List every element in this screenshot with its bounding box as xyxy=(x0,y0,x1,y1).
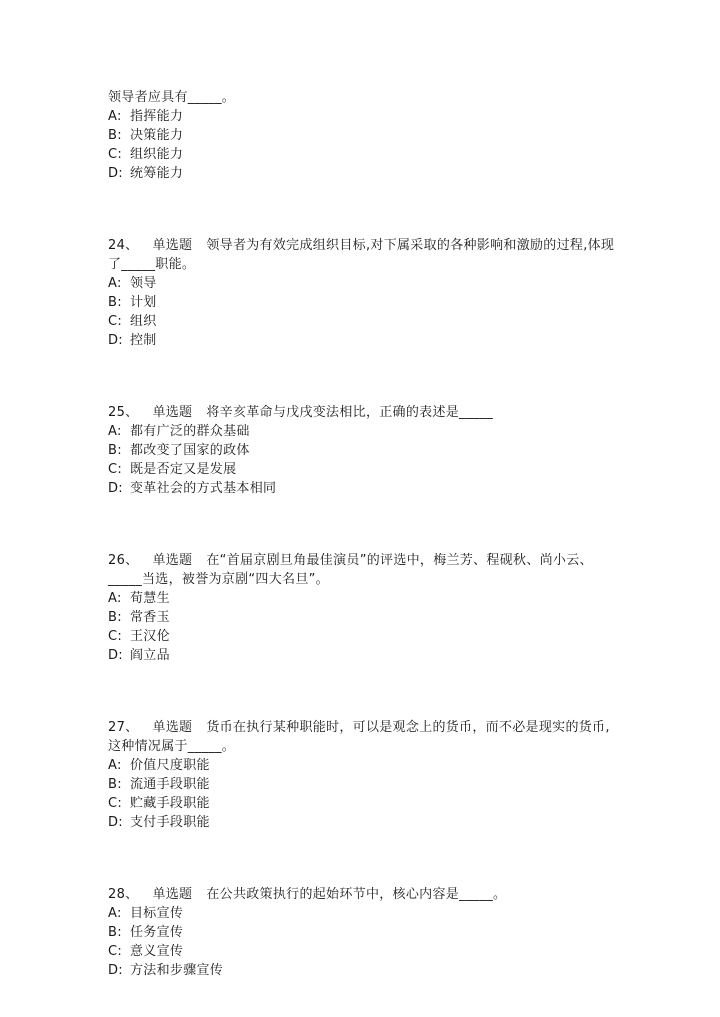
option-text: 常香玉 xyxy=(130,610,170,625)
option-c xyxy=(108,145,618,164)
option-text: 价值尺度职能 xyxy=(130,758,210,773)
option-text: 指挥能力 xyxy=(130,109,184,124)
option-text: 组织 xyxy=(130,314,157,329)
option-d xyxy=(108,646,618,665)
option-b xyxy=(108,608,618,627)
option-letter: B: xyxy=(108,925,122,940)
option-text: 荀慧生 xyxy=(130,591,170,606)
option-list xyxy=(108,422,618,498)
option-text: 既是否定又是发展 xyxy=(130,462,237,477)
question-stem-text: 将辛亥革命与戊戌变法相比，正确的表述是_____ xyxy=(206,405,494,420)
option-list xyxy=(108,904,618,980)
option-text: 方法和步骤宣传 xyxy=(130,963,224,978)
option-text: 阎立品 xyxy=(130,648,170,663)
question-type: 单选题 xyxy=(152,887,193,902)
option-letter: B: xyxy=(108,610,122,625)
question-number: 25、 xyxy=(108,405,139,420)
option-letter: C: xyxy=(108,462,123,477)
question-stem-text: 领导者为有效完成组织目标,对下属采取的各种影响和激励的过程,体现了_____职能。 xyxy=(108,238,615,272)
question-number: 26、 xyxy=(108,553,139,568)
option-c xyxy=(108,627,618,646)
question-stem xyxy=(108,551,618,589)
option-text: 支付手段职能 xyxy=(130,815,210,830)
option-text: 领导 xyxy=(130,276,157,291)
option-letter: D: xyxy=(108,481,123,496)
question-type: 单选题 xyxy=(152,405,193,420)
option-b xyxy=(108,775,618,794)
option-c xyxy=(108,312,618,331)
question-24 xyxy=(108,236,618,350)
option-list xyxy=(108,274,618,350)
option-text: 任务宣传 xyxy=(130,925,184,940)
question-25 xyxy=(108,403,618,498)
option-text: 流通手段职能 xyxy=(130,777,210,792)
option-text: 意义宣传 xyxy=(130,944,184,959)
option-b xyxy=(108,923,618,942)
option-letter: A: xyxy=(108,276,122,291)
option-letter: B: xyxy=(108,295,122,310)
option-letter: C: xyxy=(108,314,123,329)
option-c xyxy=(108,794,618,813)
option-letter: A: xyxy=(108,424,122,439)
question-stem xyxy=(108,88,618,107)
option-a xyxy=(108,589,618,608)
option-text: 变革社会的方式基本相同 xyxy=(130,481,277,496)
question-26 xyxy=(108,551,618,665)
question-stem-text: 在公共政策执行的起始环节中，核心内容是_____。 xyxy=(206,887,507,902)
option-a xyxy=(108,274,618,293)
option-b xyxy=(108,441,618,460)
option-letter: D: xyxy=(108,333,123,348)
option-list xyxy=(108,107,618,183)
question-28 xyxy=(108,885,618,980)
option-b xyxy=(108,293,618,312)
question-stem xyxy=(108,718,618,756)
option-letter: A: xyxy=(108,758,122,773)
question-stem-text: 领导者应具有_____。 xyxy=(108,90,236,105)
option-d xyxy=(108,479,618,498)
option-list xyxy=(108,756,618,832)
option-c xyxy=(108,460,618,479)
option-letter: A: xyxy=(108,591,122,606)
option-letter: C: xyxy=(108,629,123,644)
option-letter: A: xyxy=(108,109,122,124)
option-text: 组织能力 xyxy=(130,147,184,162)
option-a xyxy=(108,422,618,441)
option-letter: B: xyxy=(108,443,122,458)
option-list xyxy=(108,589,618,665)
option-letter: C: xyxy=(108,944,123,959)
option-text: 统筹能力 xyxy=(130,166,184,181)
option-letter: D: xyxy=(108,648,123,663)
option-text: 决策能力 xyxy=(130,128,184,143)
question-stem xyxy=(108,403,618,422)
option-letter: D: xyxy=(108,963,123,978)
option-letter: D: xyxy=(108,815,123,830)
option-text: 控制 xyxy=(130,333,157,348)
option-b xyxy=(108,126,618,145)
document-page xyxy=(108,88,618,980)
question-stem xyxy=(108,236,618,274)
option-text: 贮藏手段职能 xyxy=(130,796,210,811)
option-letter: C: xyxy=(108,796,123,811)
option-letter: B: xyxy=(108,128,122,143)
option-letter: A: xyxy=(108,906,122,921)
option-letter: B: xyxy=(108,777,122,792)
option-text: 王汉伦 xyxy=(130,629,170,644)
option-d xyxy=(108,961,618,980)
question-stem-text: 在“首届京剧旦角最佳演员”的评选中，梅兰芳、程砚秋、尚小云、_____当选，被誉为京剧“四大名旦”。 xyxy=(108,553,593,587)
option-d xyxy=(108,813,618,832)
question-number: 27、 xyxy=(108,720,139,735)
question-type: 单选题 xyxy=(152,553,193,568)
option-a xyxy=(108,904,618,923)
option-c xyxy=(108,942,618,961)
question-number: 24、 xyxy=(108,238,139,253)
question-stem-text: 货币在执行某种职能时，可以是观念上的货币，而不必是现实的货币,这种情况属于_____。 xyxy=(108,720,610,754)
option-text: 都改变了国家的政体 xyxy=(130,443,250,458)
option-letter: D: xyxy=(108,166,123,181)
option-d xyxy=(108,164,618,183)
option-d xyxy=(108,331,618,350)
option-text: 计划 xyxy=(130,295,157,310)
question-number: 28、 xyxy=(108,887,139,902)
option-text: 目标宣传 xyxy=(130,906,184,921)
option-a xyxy=(108,756,618,775)
option-a xyxy=(108,107,618,126)
question-stem xyxy=(108,885,618,904)
question-27 xyxy=(108,718,618,832)
question-type: 单选题 xyxy=(152,238,193,253)
question-type: 单选题 xyxy=(152,720,193,735)
option-text: 都有广泛的群众基础 xyxy=(130,424,250,439)
question-23-tail xyxy=(108,88,618,183)
option-letter: C: xyxy=(108,147,123,162)
